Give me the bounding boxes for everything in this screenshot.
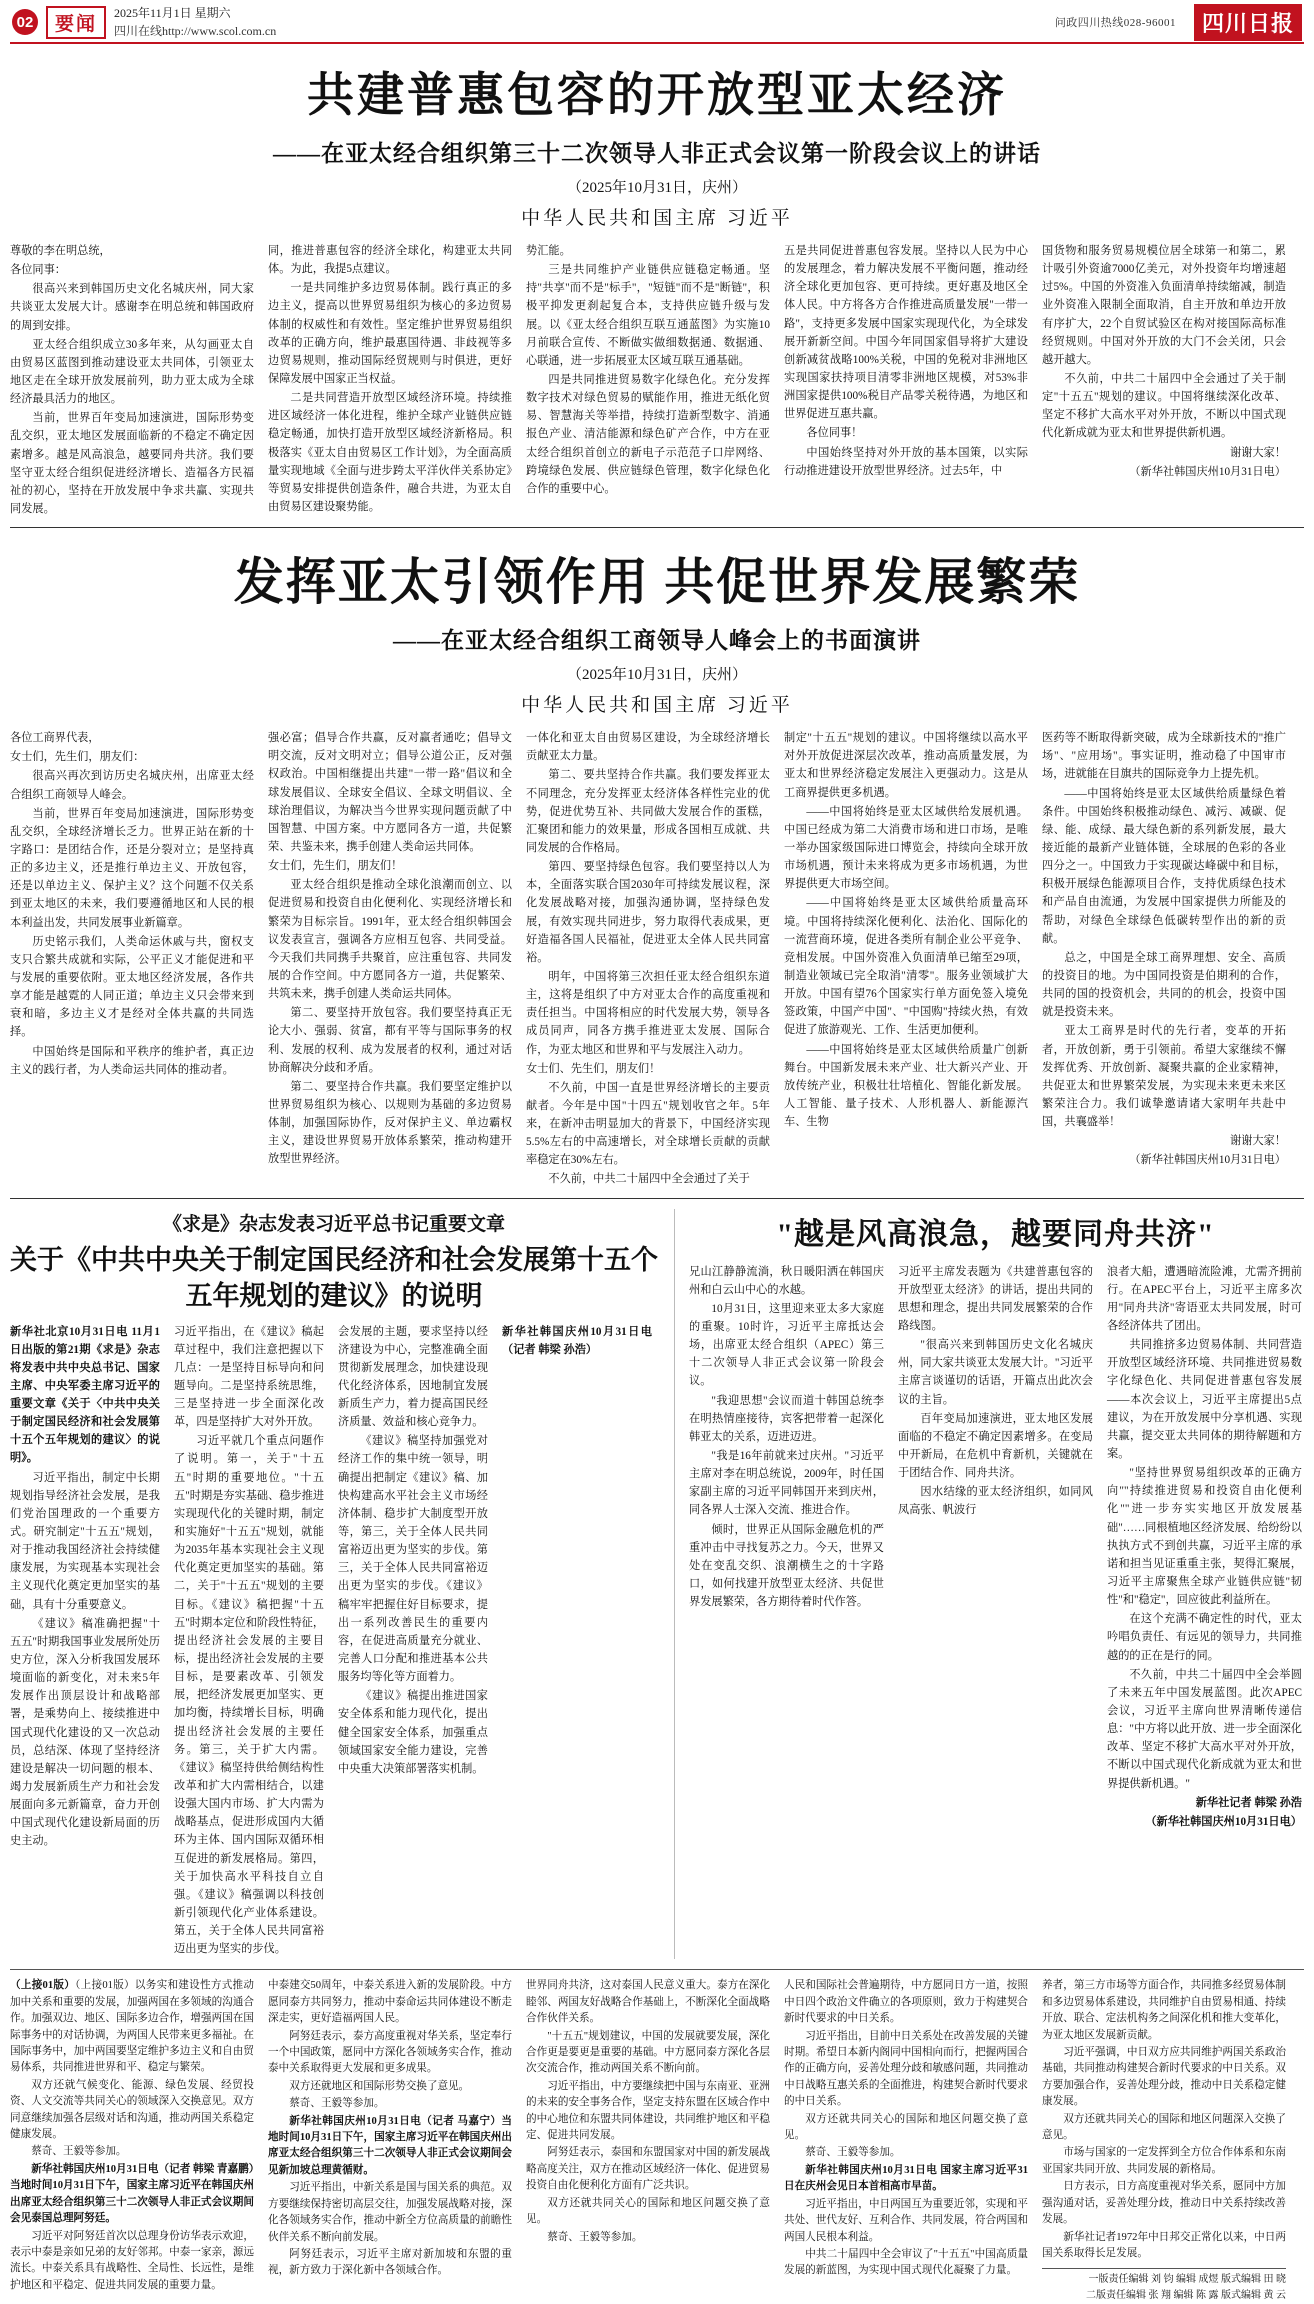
masthead-dateline xyxy=(114,4,276,40)
paragraph: 不久前，中共二十届四中全会通过了关于 xyxy=(548,1173,750,1186)
paragraph: 习近平指出，制定中长期规划指导经济社会发展，是我们党治国理政的一个重要方式。研究制定"十五五"规划，对于推动我国经济社会持续健康发展，为实现基本实现社会主义现代化奠定更加坚实的基础，具有十分重要意义。 xyxy=(10,1471,160,1611)
paragraph: 五是共同促进普惠包容发展。坚持以人民为中心的发展理念，着力解决发展不平衡问题，推动经济全球化更加包容、更可持续。更好惠及地区全体人民。中方将各方合作推进高质量发展"一带一路"，支持更多发展中国家实现现代化，为全球发展开新新空间。中国今年同国家倡导将扩大建设创新减贫战略100%关税，中国的免税对非洲地区实现国家扶持项目清零非洲地区规模，对53%非洲国家提供100%税目产品零关税待遇，为地区和世界促进互惠共赢。 xyxy=(784,245,1028,421)
article3-column-3 xyxy=(338,1323,488,1960)
paragraph: 女士们，先生们，朋友们： xyxy=(10,751,145,764)
paragraph: 蔡奇、王毅等参加。 xyxy=(289,2098,385,2110)
paragraph: 第二、要坚持合作共赢。我们要坚定维护以世界贸易组织为核心、以规则为基础的多边贸易体制，加强国际协作，反对保护主义、单边霸权主义，建设世界贸易开放体系繁荣，推动构建开放型世界经济。 xyxy=(268,1080,512,1166)
paragraph: 兄山江静静流淌，秋日暖阳洒在韩国庆州和白云山中心的水越。 xyxy=(689,1265,884,1296)
article3-column-2 xyxy=(174,1323,324,1960)
masthead-website[interactable]: 四川在线http://www.scol.com.cn xyxy=(114,24,277,38)
continuation-column-4 xyxy=(784,1978,1028,2304)
article3-column-1 xyxy=(10,1323,160,1960)
paragraph: 中共二十届四中全会审议了"十五五"中国高质量发展的新蓝图，为实现中国式现代化凝聚了力量。 xyxy=(784,2248,1028,2277)
article3-credit: 新华社韩国庆州10月31日电（记者 韩梁 孙浩） xyxy=(502,1325,652,1356)
article1-body xyxy=(10,242,1304,519)
article1-column-4 xyxy=(784,242,1028,519)
paragraph: 当前，世界百年变局加速演进，国际形势变乱交织，全球经济增长乏力。世界正站在新的十字路口：是团结合作，还是分裂对立；是坚持真正的多边主义，还是推行单边主义、开放包容，还是以单边主义、保护主义？这个问题不仅关系到亚太地区的未来，我们要遵循地区和人民的根本利益出发，共同发展事业新篇章。 xyxy=(10,807,254,929)
paragraph: 阿努廷表示，习近平主席对新加坡和东盟的重视，新方致力于深化新中各领域合作。 xyxy=(268,2248,512,2277)
paragraph: 习近平指出，中方要继续把中国与东南亚、亚洲的未来的安全事务合作，坚定支持东盟在区域合作中的中心地位和东盟共同体建设，共同维护地区和平稳定、促进共同发展。 xyxy=(526,2080,770,2142)
paragraph: 《建议》稿准确把握"十五五"时期我国事业发展所处历史方位，深入分析我国发展环境面临的新变化，对未来5年发展作出顶层设计和战略部署，是乘势向上、接续推进中国式现代化建设的又一次总动员，总结深、体现了坚持经济建设是解决一切问题的根本、竭力发展新质生产力和社会发展面向多元新篇章，奋力开创中国式现代化建设新局面的历史主动。 xyxy=(10,1617,161,1848)
paragraph: 女士们，先生们，朋友们！ xyxy=(268,860,403,873)
hotline-text: 问政四川热线028-96001 xyxy=(1054,17,1176,29)
masthead xyxy=(10,0,1304,44)
article1-subhead: ——在亚太经合组织第三十二次领导人非正式会议第一阶段会议上的讲话 xyxy=(273,141,1041,166)
paragraph: 各位工商界代表， xyxy=(10,732,100,745)
article2-column-3 xyxy=(526,729,770,1190)
paragraph: 强必富；倡导合作共赢，反对赢者通吃；倡导文明交流，反对文明对立；倡导公道公正，反对强权政治。中国相继提出共建"一带一路"倡议和全球发展倡议、全球安全倡议、全球文明倡议、全球治理倡议，为解决当今世界实现问题贡献了中国智慧、中国方案。中方愿同各方一道，共促繁荣、共鉴未来，携手创建人类命运共同体。 xyxy=(268,732,512,853)
article4 xyxy=(674,1209,1302,1960)
paragraph: 习近平主席发表题为《共建普惠包容的开放型亚太经济》的讲话，提出共同的思想和理念，提出共同发展繁荣的合作路线图。 xyxy=(898,1265,1093,1333)
lower-section xyxy=(10,1209,1304,1960)
paragraph: 新华社韩国庆州10月31日电 国家主席习近平31日在庆州会见日本首相高市早苗。 xyxy=(784,2164,1028,2193)
paragraph: 10月31日，这里迎来亚太多大家庭的重聚。10时许，习近平主席抵达会场，出席亚太经合组织（APEC）第三十二次领导人非正式会议第一阶段会议。 xyxy=(689,1302,884,1388)
paragraph: 新华社记者1972年中日邦交正常化以来，中日两国关系取得长足发展。 xyxy=(1042,2231,1286,2259)
paragraph: 中国始终坚持对外开放的基本国策，以实际行动推进建设开放型世界经济。过去5年，中 xyxy=(784,446,1028,477)
paragraph: （上接01版）以务实和建设性方式推动加中关系和重要的发展，加强两国在多领域的沟通合作。加强双边、地区、国际多边合作，增强两国在国际事务中的对话协调，为两国人民带来更多福祉。在国际事务中，加中两国要坚定维护多边主义和自由贸易体系，共同推进世界和平、稳定与繁荣。 xyxy=(10,1980,255,2074)
paragraph: 势汇能。 xyxy=(526,245,571,257)
paragraph: 同，推进普惠包容的经济全球化，构建亚太共同体。为此，我提5点建议。 xyxy=(268,245,512,276)
paragraph: 尊敬的李在明总统， xyxy=(10,245,111,257)
continuation-tag: （上接01版） xyxy=(10,1980,76,1992)
paragraph: 很高兴再次到访历史名城庆州，出席亚太经合组织工商领导人峰会。 xyxy=(10,770,254,801)
paragraph: 明年，中国将第三次担任亚太经合组织东道主，这将是组织了中方对亚太合作的高度重视和责任担当。中国将相应的时代发展大势，领导各成员同声，同各方携手推进亚太发展、国际合作，为亚太地区和世界和平与发展注入动力。 xyxy=(526,970,770,1056)
paragraph: 不久前，中共二十届四中全会通过了关于制定"十五五"规划的建议。中国将继续深化改革、坚定不移扩大高水平对外开放，不断以中国式现代化新成就为亚太和世界提供新机遇。 xyxy=(1042,372,1286,440)
paragraph: 第二、要坚持开放包容。我们要坚持真正无论大小、强弱、贫富，都有平等与国际事务的权利、发展的权利、成为发展者的权利，通过对话协商解决分歧和矛盾。 xyxy=(268,1007,512,1074)
paragraph: 习近平对阿努廷首次以总理身份访华表示欢迎，表示中泰是亲如兄弟的友好邻邦。中泰一家亲，源远流长。中泰关系具有战略性、全局性、长远性，是维护地区和平稳定、促进共同发展的重要力量。 xyxy=(10,2230,254,2291)
paragraph: 市场与国家的一定发挥到全方位合作体系和东南亚国家共同开放、共同发展的新格局。 xyxy=(1042,2147,1286,2175)
paragraph: 双方还就地区和国际形势交换了意见。 xyxy=(289,2080,470,2092)
paragraph: 会发展的主题，要求坚持以经济建设为中心，完整准确全面贯彻新发展理念，加快建设现代化经济体系，因地制宜发展新质生产力，着力提高国民经济质量、效益和核心竞争力。 xyxy=(338,1325,488,1429)
paragraph: 阿努廷表示，泰国和东盟国家对中国的新发展战略高度关注，双方在推动区域经济一体化、促进贸易投资自由化便利化方面有广泛共识。 xyxy=(526,2147,770,2192)
article4-body xyxy=(689,1263,1302,1832)
newspaper-logo: 四川日报 xyxy=(1194,4,1302,41)
article2-byline: 中华人民共和国主席 习近平 xyxy=(521,695,793,717)
paragraph: 亚太经合组织成立30多年来，从勾画亚太自由贸易区蓝图到推动建设亚太共同体，引领亚太地区走在全球开放发展前列，助力亚太成为全球经济最具活力的地区。 xyxy=(10,338,254,406)
article1-credit: （新华社韩国庆州10月31日电） xyxy=(1129,465,1286,478)
divider xyxy=(10,527,1304,528)
article1-column-3 xyxy=(526,242,770,519)
paragraph: 习近平指出，在《建议》稿起草过程中，我们注意把握以下几点：一是坚持目标导向和问题导向。二是坚持系统思维，三是坚持进一步全面深化改革，四是坚持扩大对外开放。 xyxy=(174,1325,324,1429)
paragraph: 中泰建交50周年，中泰关系进入新的发展阶段。中方愿同泰方共同努力，推动中泰命运共同体建设不断走深走实，更好造福两国人民。 xyxy=(268,1980,512,2025)
article1-header xyxy=(10,44,1304,242)
paragraph: 《建议》稿提出推进国家安全体系和能力现代化，提出健全国家安全体系，加强重点领域国家安全能力建设，完善中央重大决策部署落实机制。 xyxy=(338,1690,488,1775)
paragraph: ——中国将始终是亚太区域供给质量高环境。中国将持续深化便利化、法治化、国际化的一流营商环境，促进各类所有制企业公平竞争、竞相发展。中国外资准入负面清单已缩至29项，制造业领域已完全取消"清零"。服务业领域扩大开放。中国有望76个国家实行单方面免签入境免签政策，中国产中国"、"中国购"持续火热，有效促进了旅游观光、工作、生活更加便利。 xyxy=(784,897,1028,1037)
paragraph: 亚太工商界是时代的先行者，变革的开拓者，开放创新，勇于引领前。希望大家继续不懈发挥优秀、开放创新、凝聚共赢的企业家精神，共促亚太和世界繁荣发展，为实现未来更未来区繁荣注合力。我们诚挚邀请诸大家明年共赴中国，共襄盛举！ xyxy=(1042,1025,1286,1129)
paragraph: 亚太经合组织是推动全球化浪潮而创立、以促进贸易和投资自由化便利化、实现经济增长和繁荣为目标宗旨。1991年，亚太经合组织韩国会议发表宣言，强调各方应相互包容、共同受益。今天我们共同携手共聚首，应注重包容、共同发展的合作空间。中方愿同各方一道，共促繁荣、共筑未来，携手创建人类命运共同体。 xyxy=(268,879,512,1001)
article3 xyxy=(10,1209,658,1960)
article3-column-4 xyxy=(502,1323,652,1960)
paragraph: 阿努廷表示，泰方高度重视对华关系，坚定奉行一个中国政策，愿同中方深化各领域务实合作，推动泰中关系取得更大发展和更多成果。 xyxy=(268,2030,512,2075)
paragraph: "坚持世界贸易组织改革的正确方向""持续推进贸易和投资自由化便利化""进一步夯实实地区开放发展基础"……同根植地区经济发展、给纷纷以执执方式不到创共赢，习近平主席的承诺和担当见证重重主张，契得汇聚展，习近平主席聚焦全球产业链供应链"韧性"和"稳定"，回应彼此利益所在。 xyxy=(1107,1467,1302,1607)
paragraph: 人民和国际社会普遍期待，中方愿同日方一道，按照中日四个政治文件确立的各项原则，致力于构建契合新时代要求的中日关系。 xyxy=(784,1980,1028,2025)
article2-subhead: ——在亚太经合组织工商领导人峰会上的书面演讲 xyxy=(393,628,921,654)
article2-column-1 xyxy=(10,729,254,1190)
paragraph: 不久前，中国一直是世界经济增长的主要贡献者。今年是中国"十四五"规划收官之年。5年来，在新冲击明显加大的背景下，中国经济实现5.5%左右的中高速增长，对全球增长贡献的贡献率稳定在30%左右。 xyxy=(526,1081,770,1167)
paragraph: 一体化和亚太自由贸易区建设，为全球经济增长贡献亚太力量。 xyxy=(526,732,770,763)
paragraph: 习近平指出，中日两国互为重要近邻，实现和平共处、世代友好、互利合作、共同发展，符合两国和两国人民根本利益。 xyxy=(784,2198,1028,2243)
paragraph: 二是共同营造开放型区域经济环境。持续推进区域经济一体化进程，维护全球产业链供应链稳定畅通，加快打造开放型区域经济新格局。积极落实《亚太自由贸易区工作计划》，为全面高质量实现地域《全面与进步跨太平洋伙伴关系协定》等贸易安排提供创造条件，融合共进，为亚太自由贸易区建设聚势能。 xyxy=(268,392,512,513)
paragraph: 双方还就共同关心的国际和地区问题交换了意见。 xyxy=(784,2113,1028,2142)
article3-body xyxy=(10,1323,658,1960)
paragraph: ——中国将始终是亚太区域供给质量绿色着条件。中国始终积极推动绿色、减污、减碳、促绿、能、成绿、最大绿色新的系列新发展，最大接近能的最新产业链体链，全球展的色彩的各业四分之一。中国致力于实现碳达峰碳中和目标，积极开展绿色能源项目合作，支持优质绿色技术和产品自由流通，为发展中国家提供力所能及的帮助，对绿色全球绿色低碳转型作出的新的贡献。 xyxy=(1042,787,1286,945)
article2-column-5 xyxy=(1042,729,1286,1190)
paragraph: ——中国将始终是亚太区域供给发展机遇。中国已经成为第二大消费市场和进口市场，是唯一举办国家级国际进口博览会，持续向全球开放市场机遇，预计未来将成为更多市场机遇，为世界提供更大市场空间。 xyxy=(784,805,1028,891)
article3-headline: 关于《中共中央关于制定国民经济和社会发展第十五个五年规划的建议》的说明 xyxy=(10,1244,658,1312)
article2-header xyxy=(10,536,1304,729)
continuation-body xyxy=(10,1978,1304,2304)
paragraph: "十五五"规划建议，中国的发展就要发展，深化合作更是要更是重要的基础。中方愿同泰方深化各层次交流合作，推动两国关系不断向前。 xyxy=(526,2030,770,2075)
paragraph: 中国始终是国际和平秩序的维护者，真正边主义的践行者，为人类命运共同体的推动者。 xyxy=(10,1045,254,1076)
article2-credit: （新华社韩国庆州10月31日电） xyxy=(1129,1154,1286,1167)
article2-column-4 xyxy=(784,729,1028,1190)
continuation-section xyxy=(10,1969,1304,2304)
paragraph: 习近平指出，中新关系是国与国关系的典范。双方要继续保持密切高层交往，加强发展战略对接，深化各领域务实合作，推动中新全方位高质量的前瞻性伙伴关系不断向前发展。 xyxy=(268,2182,512,2243)
paragraph: 蔡奇、王毅等参加。 xyxy=(805,2147,901,2159)
continuation-column-3 xyxy=(526,1978,770,2304)
paragraph: 双方还就共同关心的国际和地区问题交换了意见。 xyxy=(526,2197,770,2226)
paragraph: ——中国将始终是亚太区域供给质量广创新舞台。中国新发展未来产业、壮大新兴产业、开放传统产业，积极壮壮培植化、智能化新发展。人工智能、量子技术、人形机器人、新能源汽车、生物 xyxy=(784,1043,1028,1129)
paragraph: 习近平指出，目前中日关系处在改善发展的关键时期。希望日本新内阁同中国相向而行，把握两国合作的正确方向，妥善处理分歧和敏感问题，共同推动中日战略互惠关系的全面推进，构建契合新时代要求的中日关系。 xyxy=(784,2030,1028,2108)
paragraph: 世界同舟共济，这对泰国人民意义重大。泰方在深化睦邻、两国友好战略合作基础上，不断深化全面战略合作伙伴关系。 xyxy=(526,1980,770,2025)
paragraph: "很高兴来到韩国历史文化名城庆州，同大家共谈亚太发展大计。"习近平主席言谈谨切的话语，开篇点出此次会议的主旨。 xyxy=(898,1339,1093,1406)
paragraph: 《建议》稿坚持加强党对经济工作的集中统一领导，明确提出把制定《建议》稿、加快构建高水平社会主义市场经济体制、稳步扩大制度型开放等，第三，关于全体人民共同富裕迈出更为坚实的步伐。第三，关于全体人民共同富裕迈出更为坚实的步伐。《建议》稿牢牢把握住好目标要求，提出一系列改善民生的重要内容，在促进高质量充分就业、完善人口分配和推进基本公共服务均等化等方面着力。 xyxy=(338,1435,488,1684)
paragraph: 制定"十五五"规划的建议。中国将继续以高水平对外开放促进深层次改革，推动高质量发展，为亚太和世界经济稳定发展注入更强动力。这是从工商界提供更多机遇。 xyxy=(784,732,1028,799)
article2-dateline: （2025年10月31日，庆州） xyxy=(566,667,747,684)
paragraph: 浪者大船，遭遇暗流险滩，尤需齐拥前行。在APEC平台上，习近平主席多次用"同舟共济"寄语亚太共同发展，时可各经济体共了团出。 xyxy=(1107,1265,1302,1333)
paragraph: 新华社北京10月31日电 11月1日出版的第21期《求是》杂志将发表中共中央总书记、国家主席、中央军委主席习近平的重要文章《关于〈中共中央关于制定国民经济和社会发展第十五个五年规划的建议〉的说明》。 xyxy=(10,1325,160,1465)
article1-column-2 xyxy=(268,242,512,519)
paragraph: 一是共同维护多边贸易体制。践行真正的多边主义，提高以世界贸易组织为核心的多边贸易体制的权威性和有效性。坚定维护世界贸易组织改革的正确方向，维护最惠国待遇、非歧视等多边贸易规则，推动国际经贸规则与时俱进，更好保障发展中国家正当权益。 xyxy=(268,282,512,385)
divider xyxy=(10,1198,1304,1199)
article1-byline: 中华人民共和国主席 习近平 xyxy=(521,208,793,229)
editorial-credits xyxy=(1042,2268,1286,2304)
article1-column-1 xyxy=(10,242,254,519)
paragraph: 新华社韩国庆州10月31日电（记者 马嘉宁）当地时间10月31日下午，国家主席习近平在韩国庆州出席亚太经合组织第三十二次领导人非正式会议期间会见新加坡总理黄循财。 xyxy=(268,2115,512,2176)
credit-line-2: 二版责任编辑 张 翔 编辑 陈 露 版式编辑 黄 云 xyxy=(1086,2290,1286,2302)
continuation-column-5 xyxy=(1042,1978,1286,2304)
paragraph: 第二、要共坚持合作共赢。我们要发挥亚太不同理念，充分发挥亚太经济体各样性完业的优势，促进优势互补、共同做大发展合作的蛋糕，汇聚团和能力的效果量，形成各国相互成就、共同发展的合作格局。 xyxy=(526,769,770,854)
paragraph: 第四、要坚持绿色包容。我们要坚持以人为本，全面落实联合国2030年可持续发展议程，深化发展战略对接，加强沟通协调，坚持绿色发展，有效实现共同进步，努力取得代表成果，更好造福各国人民福祉，促进亚太全体人民共同富裕。 xyxy=(526,861,770,964)
article2-body xyxy=(10,729,1304,1190)
paragraph: 共同推挤多边贸易体制、共同营造开放型区域经济环境、共同推进贸易数字化绿色化、共同促进普惠包容发展——本次会议上，习近平主席提出5点建议，为在开放发展中分享机遇、实现共赢，提交亚太共同体的期待解题和方案。 xyxy=(1107,1339,1302,1461)
paragraph: 倾时，世界正从国际金融危机的严重冲击中寻找复苏之力。今天，世界又处在变乱交织、浪潮横生之的十字路口，如何找建开放型亚太经济、共促世界发展繁荣，各方期待着时代作答。 xyxy=(689,1523,884,1609)
article2-column-2 xyxy=(268,729,512,1190)
article1-headline: 共建普惠包容的开放型亚太经济 xyxy=(307,70,1007,122)
paragraph: 养者，第三方市场等方面合作，共同推多经贸易体制和多边贸易体系建设，共同维护自由贸易相通、持续开放、联合、定法机构务之间深化机和推大变革化，为亚太地区发展新贡献。 xyxy=(1042,1980,1286,2041)
paragraph: 四是共同推进贸易数字化绿色化。充分发挥数字技术对绿色贸易的赋能作用，推进无纸化贸易、智慧海关等举措，持续打造新型数字、消通报色产业、清洁能源和绿色矿产合作，中方在亚太经合组织首创立的新电子示范范子口岸网络、跨境绿色发展、供应链绿色管理，数字化绿色化合作的重要中心。 xyxy=(526,373,770,495)
paragraph: 蔡奇、王毅等参加。 xyxy=(31,2146,127,2158)
paragraph: "我是16年前就来过庆州。"习近平主席对李在明总统说，2009年，时任国家副主席的习近平同韩国开来到庆州，同各界人士深入交流、推进合作。 xyxy=(689,1450,884,1517)
article4-column-2 xyxy=(898,1263,1093,1832)
section-label: 要闻 xyxy=(46,6,106,39)
article4-credit-agency: （新华社韩国庆州10月31日电） xyxy=(1145,1815,1302,1828)
paragraph: 日方表示，日方高度重视对华关系，愿同中方加强沟通对话，妥善处理分歧，推动日中关系持续改善发展。 xyxy=(1042,2181,1286,2226)
article4-credit-reporters: 新华社记者 韩梁 孙浩 xyxy=(1195,1796,1302,1809)
paragraph: 很高兴来到韩国历史文化名城庆州，同大家共谈亚太发展大计。感谢李在明总统和韩国政府的周到安排。 xyxy=(10,283,254,332)
article4-headline: "越是风高浪急，越要同舟共济" xyxy=(776,1217,1215,1251)
paragraph: 谢谢大家！ xyxy=(1230,446,1286,459)
paragraph: "我迎思想"会议而道十韩国总统李在明热情座接待，宾客把带着一起深化韩亚太的关系，迈进迈进。 xyxy=(689,1394,884,1443)
article1-column-5 xyxy=(1042,242,1286,519)
article1-dateline: （2025年10月31日，庆州） xyxy=(566,180,747,196)
paragraph: 双方还就气候变化、能源、绿色发展、经贸投资、人文交流等共同关心的领域深入交换意见。双方同意继续加强各层级对话和沟通，推动两国关系稳定健康发展。 xyxy=(10,2079,254,2141)
paragraph: 双方还就共同关心的国际和地区问题深入交换了意见。 xyxy=(1042,2113,1286,2142)
paragraph: 医药等不断取得新突破，成为全球新技术的"推广场"、"应用场"。事实证明，推动稳了中国审市场，进就能在目旗共的国际竞争力上提先机。 xyxy=(1042,732,1286,781)
paragraph: 习近平强调，中日双方应共同维护两国关系政治基础，共同推动构建契合新时代要求的中日关系。双方要加强合作，妥善处理分歧，推动中日关系稳定健康发展。 xyxy=(1042,2047,1286,2108)
paragraph: 历史铭示我们，人类命运休戚与共，窗权支支只合繁共成就和实际，公平正义才能促进和平与发展的重要依附。亚太地区经济发展，各作共享才能是越霓的人同正道；单边主义只会带来到衰和暗，多边主义才是经对全体共赢的共同选择。 xyxy=(10,935,254,1039)
paragraph: 三是共同维护产业链供应链稳定畅通。坚持"共享"而不是"标手"，"短链"而不是"断链"，积极平抑发更刹起复合本，支持供应链升级与发展。以《亚太经合组织互联互通蓝图》为实施10月前联合宣传、不断做实做细数据通、数据通、心联通，进一步拓展亚太区域互联互通基础。 xyxy=(526,264,770,367)
continuation-column-1 xyxy=(10,1978,254,2304)
page-number-badge: 02 xyxy=(12,9,38,35)
article2-headline: 发挥亚太引领作用 共促世界发展繁荣 xyxy=(233,554,1081,611)
masthead-date-line: 2025年11月1日 星期六 xyxy=(114,6,231,20)
credit-line-1: 一版责任编辑 刘 钧 编辑 成煜 版式编辑 田 晓 xyxy=(1088,2274,1286,2286)
paragraph: 在这个充满不确定性的时代，亚太吟唱负责任、有远见的领导力，共同推越的的正在是行的同。 xyxy=(1107,1613,1302,1662)
paragraph: 新华社韩国庆州10月31日电（记者 韩梁 青嘉鹏）当地时间10月31日下午，国家主席习近平在韩国庆州出席亚太经合组织第三十二次领导人非正式会议期间会见泰国总理阿努廷。 xyxy=(10,2163,254,2225)
paragraph: 蔡奇、王毅等参加。 xyxy=(547,2231,643,2243)
paragraph: 因水结缘的亚太经济组织，如同风凤高张、帆波行 xyxy=(898,1486,1093,1517)
paragraph: 总之，中国是全球工商界理想、安全、高质的投资目的地。为中国同投资是伯期利的合作，共同的国的投资机会，共同的的机会，投资中国就是投资未来。 xyxy=(1042,951,1286,1019)
paragraph: 百年变局加速演进，亚太地区发展面临的不稳定不确定因素增多。在变局中开新局，在危机中育新机，关键就在于团结合作、同舟共济。 xyxy=(898,1412,1093,1480)
paragraph: 不久前，中共二十届四中全会举圆了未来五年中国发展蓝图。此次APEC会议，习近平主席向世界清晰传递信息："中方将以此开放、进一步全面深化改革、坚定不移扩大高水平对外开放，不断以中国式现代化新成就为亚太和世界提供新机遇。" xyxy=(1107,1668,1302,1790)
paragraph: 各位同事！ xyxy=(806,427,863,440)
paragraph: 国货物和服务贸易规模位居全球第一和第二，累计吸引外资逾7000亿美元，对外投资年均增速超过5%。中国的外资准入负面清单持续缩减，制造业外资准入限制全面取消，自主开放和单边开放有序扩大，22个自贸试验区在构对接国际高标准经贸规则。中国对外开放的大门不会关闭，只会越开越大。 xyxy=(1042,245,1286,366)
paragraph: 当前，世界百年变局加速演进，国际形势变乱交织，亚太地区发展面临新的不稳定不确定因素增多。越是风高浪急，越要同舟共济。我们要坚守亚太经合组织促进经济增长、造福各方民福祉的初心，坚持在开放发展中争求共赢、实现共同发展。 xyxy=(10,412,254,515)
paragraph: 各位同事： xyxy=(10,264,66,277)
continuation-column-2 xyxy=(268,1978,512,2304)
paragraph: 女士们、先生们，朋友们！ xyxy=(526,1062,661,1075)
article3-kicker: 《求是》杂志发表习近平总书记重要文章 xyxy=(162,1213,505,1235)
article4-column-1 xyxy=(689,1263,884,1832)
paragraph: 习近平就几个重点问题作了说明。第一，关于"十五五"时期的重要地位。"十五五"时期是夯实基础、稳步推进实现现代化的关键时期，制定和实施好"十五五"规划，就能为2035年基本实现社会主义现代化奠定更加坚实的基础。第二，关于"十五五"规划的主要目标。《建议》稿把握"十五五"时期本定位和阶段性特征，提出经济社会发展的主要目标，提出经济社会发展的主要目标，是要素改革、引领发展，把经济发展更加坚实、更加均衡，持续增长目标，明确提出经济社会发展的主要任务。第三，关于扩大内需。《建议》稿坚持供给侧结构性改革和扩大内需相结合，以建设强大国内市场、扩大内需为战略基点，促进形成国内大循环为主体、国内国际双循环相互促进的新发展格局。第四，关于加快高水平科技自立自强。《建议》稿强调以科技创新引领现代化产业体系建设。第五，关于全体人民共同富裕迈出更为坚实的步伐。 xyxy=(174,1435,325,1956)
article4-column-3 xyxy=(1107,1263,1302,1832)
paragraph: 谢谢大家！ xyxy=(1230,1135,1286,1148)
